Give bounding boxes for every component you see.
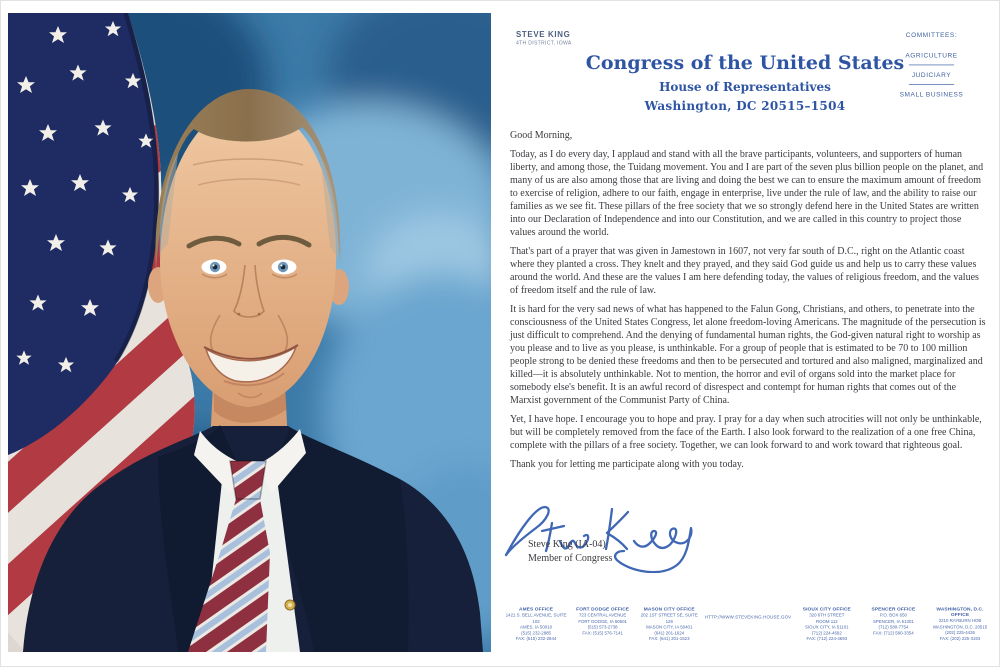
- paragraph: Yet, I have hope. I encourage you to hope and pray. I pray for a day when such atrocities will not only be unthinkable, but will be completely removed from the face of the Earth. I also look forward to the realization of a one free China, complete with the pillars of a free society. Together, we can look forward to and work toward that righteous goal.: [510, 414, 982, 451]
- salutation: Good Morning,: [510, 130, 573, 141]
- committee-agriculture: AGRICULTURE: [905, 51, 958, 60]
- committees-label: COMMITTEES:: [905, 31, 958, 39]
- letterhead-address: Washington, DC 20515–1504: [644, 99, 846, 113]
- committee-divider: [909, 65, 954, 66]
- website-url: HTTP://WWW.STEVEKING.HOUSE.GOV: [704, 614, 792, 620]
- paragraph: Today, as I do every day, I applaud and stand with all the brave participants, volunteers, and supporters of human liberty, and among those, the Tuidang movement. You and I are part of the seven plus billion people on the planet, and many of us are also among those that are living and doing the best we can to ensure the maximum amount of freedom to exercise of religion, adhere to our faith, engage in enterprise, live under the rule of law, and the ability to raise our families as we see fit. These pillars of the free society that we so strongly defend here in the United States are written into our Declaration of Independence and into our Constitution, and we are called in this country to project those values around the world.: [510, 149, 984, 238]
- committee-divider: [909, 84, 954, 85]
- committee-small-business: SMALL BUSINESS: [899, 90, 964, 99]
- letter-footer: [505, 606, 991, 664]
- sender-district: 4TH DISTRICT, IOWA: [516, 40, 572, 46]
- lapel-pin: [285, 600, 295, 610]
- paragraph: It is hard for the very sad news of what has happened to the Falun Gong, Christians, and others, to penetrate into the consciousness of the United States Congress, let alone freedom-loving Americans. The magnitude of the persecution is just difficult to comprehend. And the denying of fundamental human rights, the God-given natural right to worship as you please and to live as you please, is unthinkable. For a group of people that is estimated to be 70 to 100 million people strong to be denied these freedoms and then to be persecuted and tortured and also maligned, marginalized and killed—it is absolutely unthinkable. Not to mention, the horror and evil of organs sold into the market place for somebody else's benefit. It is an awful record of disrespect and contempt for human rights that comes out of the Marxist government of the Communist Party of China.: [510, 304, 986, 406]
- committee-judiciary: JUDICIARY: [911, 70, 952, 79]
- letterhead-subtitle: House of Representatives: [659, 80, 831, 94]
- sender-name: STEVE KING: [516, 30, 571, 39]
- closing-line: Thank you for letting me participate along with you today.: [510, 459, 744, 470]
- letter-body: [510, 129, 988, 477]
- sender-block: [516, 30, 572, 46]
- paragraph: That's part of a prayer that was given in Jamestown in 1607, not very far south of D.C., right on the Atlantic coast where they planted a cross. They knelt and they prayed, and they said God guide us and help us to carry these values around the world. And these are the values I am here defending today, the values of religious freedom, and the values of freedom itself and the rule of law.: [510, 246, 979, 296]
- office-washington-dc: WASHINGTON, D.C. OFFICE 2210 RAYBURN HOB WASHINGTON, D.C. 20515 (202) 225-4426 FAX: (202) 225-3193: [932, 606, 988, 642]
- signature-name: Steve King (IA-04): [528, 539, 606, 550]
- office-ames: AMES OFFICE 1421 S. BELL AVENUE, SUITE 102 AMES, IA 50010 (515) 232-2885 FAX: (515) 232-2844: [505, 606, 567, 642]
- office-sioux-city: SIOUX CITY OFFICE 320 6TH STREET ROOM 112 SIOUX CITY, IA 51101 (712) 224-4692 FAX: (712) 224-4693: [802, 606, 851, 642]
- office-fort-dodge: FORT DODGE OFFICE 723 CENTRAL AVENUE FORT DODGE, IA 50501 (515) 573-2738 FAX: (515) 576-7141: [576, 606, 630, 636]
- signature-title: Member of Congress: [528, 552, 613, 564]
- committees-block: [873, 31, 990, 98]
- office-mason-city: MASON CITY OFFICE 202 1ST STREET SE, SUITE 126 MASON CITY, IA 50401 (641) 201-1624 FAX: (641) 201-1523: [640, 606, 698, 642]
- office-spencer: SPENCER OFFICE P.O. BOX 650 SPENCER, IA 51301 (712) 580-7754 FAX: (712) 580-3354: [871, 606, 916, 636]
- official-portrait-photo: [8, 13, 491, 652]
- signature-block: [528, 538, 612, 565]
- letterhead-title: Congress of the United States: [585, 52, 905, 74]
